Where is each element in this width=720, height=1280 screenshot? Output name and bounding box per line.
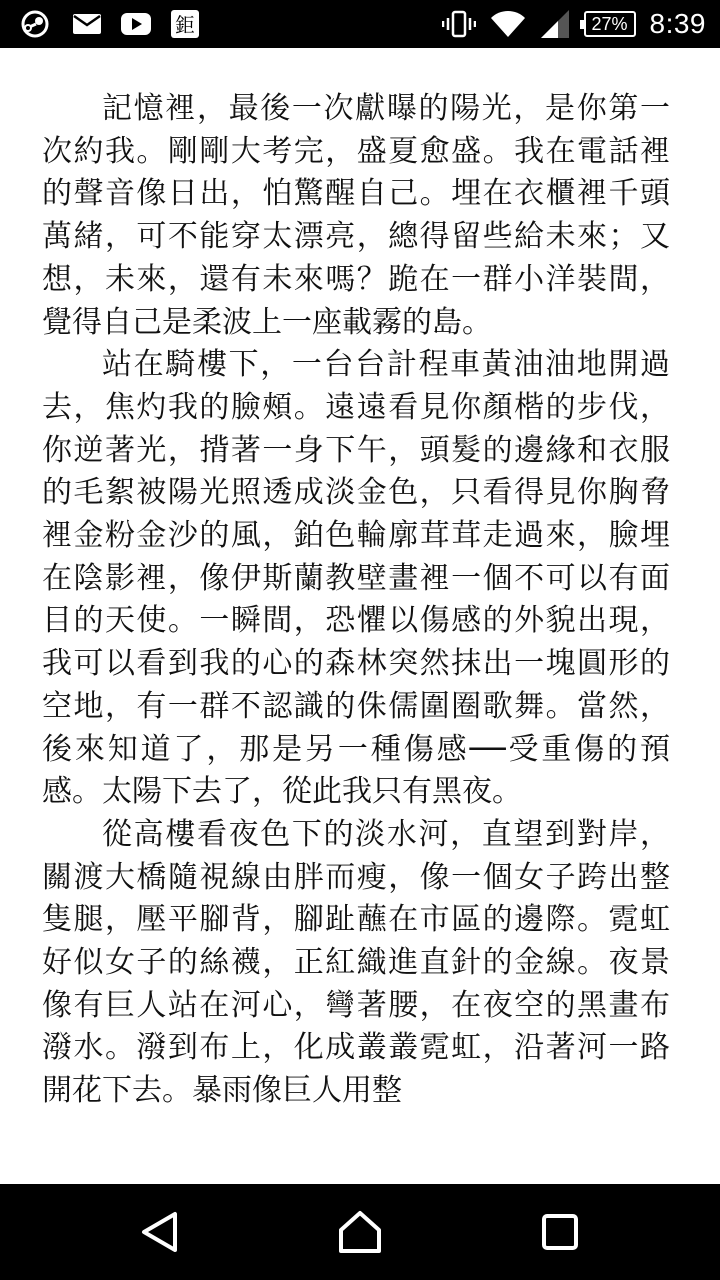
navigation-bar: [0, 1184, 720, 1280]
system-icons: [442, 8, 707, 40]
back-icon: [140, 1210, 180, 1254]
gmail-icon: [72, 12, 102, 36]
wifi-icon: [490, 10, 526, 38]
recents-icon: [540, 1212, 580, 1252]
home-icon: [338, 1210, 382, 1254]
vibrate-icon: [442, 9, 476, 39]
paragraph: 從高樓看夜色下的淡水河，直望到對岸，關渡大橋隨視線由胖而瘦，像一個女子跨出整隻腿，壓平腳背，腳趾蘸在市區的邊際。霓虹好似女子的絲襪，正紅織進直針的金線。夜景像有巨人站在河心，彎著腰，在夜空的黑畫布潑水。潑到布上，化成叢叢霓虹，沿著河一路開花下去。暴雨像巨人用整: [42, 816, 670, 1109]
back-button[interactable]: [120, 1202, 200, 1262]
recents-button[interactable]: [520, 1202, 600, 1262]
app-icon-glyph: 鉅: [175, 13, 195, 37]
youtube-icon: [120, 12, 152, 36]
steam-icon: [20, 9, 54, 39]
status-bar: [0, 0, 720, 48]
reader-page[interactable]: [0, 48, 720, 1184]
app-icon: [170, 9, 200, 39]
cellular-signal-icon: [540, 9, 570, 39]
notification-icons: [20, 8, 200, 40]
paragraph: 記憶裡，最後一次獻曝的陽光，是你第一次約我。剛剛大考完，盛夏愈盛。我在電話裡的聲音像日出，怕驚醒自己。埋在衣櫃裡千頭萬緒，可不能穿太漂亮，總得留些給未來；又想，未來，還有未來嗎？跪在一群小洋裝間，覺得自己是柔波上一座載霧的島。: [42, 91, 670, 340]
battery-indicator: 27%: [584, 11, 636, 37]
home-button[interactable]: [320, 1202, 400, 1262]
clock: 8:39: [649, 8, 706, 39]
paragraph: 站在騎樓下，一台台計程車黃油油地開過去，焦灼我的臉頰。遠遠看見你顏楷的步伐，你逆著光，揹著一身下午，頭髮的邊緣和衣服的毛絮被陽光照透成淡金色，只看得見你胸脅裡金粉金沙的風，鉑色輪廓茸茸走過來，臉埋在陰影裡，像伊斯蘭教壁畫裡一個不可以有面目的天使。一瞬間，恐懼以傷感的外貌出現，我可以看到我的心的森林突然抹出一塊圓形的空地，有一群不認識的侏儒圍圈歌舞。當然，後來知道了，那是另一種傷感──受重傷的預感。太陽下去了，從此我只有黑夜。: [42, 347, 670, 810]
reader-text: [42, 88, 670, 1113]
